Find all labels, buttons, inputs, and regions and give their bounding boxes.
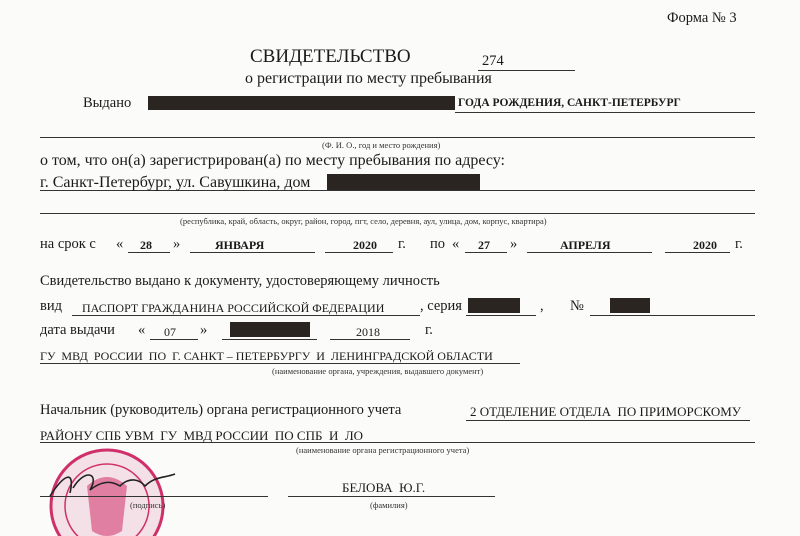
document-type: ПАСПОРТ ГРАЖДАНИНА РОССИЙСКОЙ ФЕДЕРАЦИИ [82, 301, 385, 315]
redaction [230, 322, 310, 337]
divider [40, 137, 755, 138]
period-label: на срок с [40, 236, 96, 252]
from-day: 28 [140, 238, 152, 252]
divider [590, 315, 755, 316]
year-suffix: г. [398, 236, 406, 252]
redaction [327, 174, 480, 190]
document-issuer: ГУ МВД РОССИИ ПО Г. САНКТ – ПЕТЕРБУРГУ И ЛЕНИНГРАДСКОЙ ОБЛАСТИ [40, 349, 493, 363]
to-month: АПРЕЛЯ [560, 238, 611, 252]
registration-body-line1: 2 ОТДЕЛЕНИЕ ОТДЕЛА ПО ПРИМОРСКОМУ [470, 404, 742, 419]
issue-date-label: дата выдачи [40, 322, 115, 338]
registration-body-caption: (наименование органа регистрационного учета) [296, 445, 470, 455]
redaction [610, 298, 650, 313]
series-label: , серия [420, 298, 462, 314]
issued-to-label: Выдано [83, 95, 132, 111]
document-subtitle: о регистрации по месту пребывания [245, 70, 492, 87]
certificate-number: 274 [482, 53, 504, 69]
quote: « [138, 322, 146, 338]
quote: « [452, 236, 460, 252]
divider [478, 70, 575, 71]
document-type-label: вид [40, 298, 62, 314]
address-intro: о том, что он(а) зарегистрирован(а) по месту пребывания по адресу: [40, 152, 505, 169]
document-title: СВИДЕТЕЛЬСТВО [250, 46, 411, 67]
registration-body-label: Начальник (руководитель) органа регистрационного учета [40, 402, 402, 418]
signature-caption: (подпись) [130, 500, 166, 510]
to-label: по [430, 236, 446, 252]
official-name: БЕЛОВА Ю.Г. [342, 480, 426, 495]
registration-body-line2: РАЙОНУ СПБ УВМ ГУ МВД РОССИИ ПО СПБ И ЛО [40, 428, 364, 443]
issued-to-value: ГОДА РОЖДЕНИЯ, САНКТ-ПЕТЕРБУРГ [458, 97, 681, 109]
number-label: № [570, 298, 584, 314]
divider [455, 112, 755, 113]
to-year: 2020 [693, 238, 717, 252]
to-day: 27 [478, 238, 490, 252]
issuer-caption: (наименование органа, учреждения, выдавшего документ) [272, 366, 484, 376]
from-year: 2020 [353, 238, 377, 252]
redaction [468, 298, 520, 313]
quote: » [200, 322, 208, 338]
address-value: г. Санкт-Петербург, ул. Савушкина, дом [40, 174, 311, 191]
name-caption: (фамилия) [370, 500, 408, 510]
year-suffix: г. [425, 322, 433, 338]
divider [288, 496, 495, 497]
issue-year: 2018 [356, 325, 380, 339]
form-number: Форма № 3 [667, 10, 737, 26]
signature-line [40, 496, 268, 497]
from-month: ЯНВАРЯ [215, 238, 265, 252]
divider [40, 213, 755, 214]
document-intro: Свидетельство выдано к документу, удостоверяющему личность [40, 273, 440, 289]
divider [466, 420, 750, 421]
address-caption: (республика, край, область, округ, район, город, пгт, село, деревня, аул, улица, дом, корпус, квартира) [180, 216, 547, 226]
divider [222, 339, 317, 340]
issued-to-caption: (Ф. И. О., год и место рождения) [322, 140, 441, 150]
quote: « [116, 236, 124, 252]
divider [466, 315, 536, 316]
year-suffix: г. [735, 236, 743, 252]
quote: » [510, 236, 518, 252]
quote: » [173, 236, 181, 252]
comma: , [540, 298, 544, 314]
redaction [148, 96, 455, 110]
issue-day: 07 [164, 325, 176, 339]
